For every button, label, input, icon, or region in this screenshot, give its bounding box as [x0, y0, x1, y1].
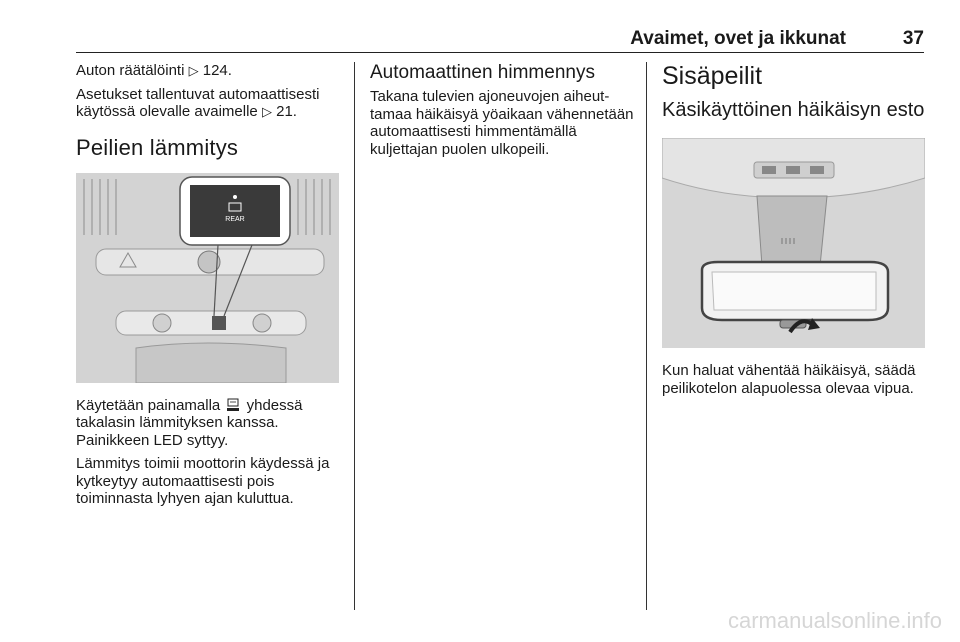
ref-arrow-icon: ▷ — [261, 104, 272, 119]
cross-reference-link[interactable]: 124. — [202, 62, 232, 79]
column-divider — [646, 62, 647, 610]
usage-paragraph: Käytetään painamalla yhdessä takalasin lämmityksen kanssa. Painikkeen LED syttyy. — [76, 396, 303, 449]
chapter-title: Avaimet, ovet ja ikkunat — [630, 28, 846, 49]
column-1 — [76, 62, 346, 514]
rear-button-label: REAR — [225, 215, 245, 223]
page-number: 37 — [902, 28, 924, 49]
watermark: carmanualsonline.info — [727, 608, 942, 633]
dashboard-rear-button-illustration — [76, 173, 339, 383]
cross-reference-link[interactable]: 21. — [276, 103, 297, 120]
page-header — [76, 28, 924, 53]
rear-window-heating-icon — [226, 398, 240, 412]
column-divider — [354, 62, 355, 610]
auto-dimming-paragraph: Takana tulevien ajoneuvojen aiheuttamaa häikäisyä yöaikaan vähennetään automaattisesti himmentämällä kuljettajan puolen ulkopeili. — [370, 88, 634, 158]
section-heading-interior-mirrors: Sisäpeilit — [662, 62, 763, 90]
column-2 — [370, 62, 638, 164]
rear-view-mirror-illustration — [662, 138, 925, 348]
ref-arrow-icon: ▷ — [188, 63, 199, 78]
intro-line: Auton räätälöinti ▷ 124. — [76, 62, 232, 79]
heating-info-paragraph: Lämmitys toimii moottorin käydessä ja kytkeytyy automaattisesti pois toiminnasta lyhyen ajan kuluttua. — [76, 455, 330, 507]
antiglare-instructions: Kun haluat vähentää häikäisyä, säädä peilikotelon alapuolessa olevaa vipua. — [662, 362, 916, 397]
column-3 — [662, 62, 927, 403]
section-heading-mirror-heating: Peilien lämmitys — [76, 134, 239, 160]
section-heading-auto-dimming: Automaattinen himmennys — [370, 62, 595, 83]
settings-paragraph: Asetukset tallentuvat automaattisesti käytössä olevalle avaimelle ▷ 21. — [76, 85, 320, 120]
subheading-manual-antiglare: Käsikäyttöinen häikäisyn esto — [662, 99, 925, 121]
